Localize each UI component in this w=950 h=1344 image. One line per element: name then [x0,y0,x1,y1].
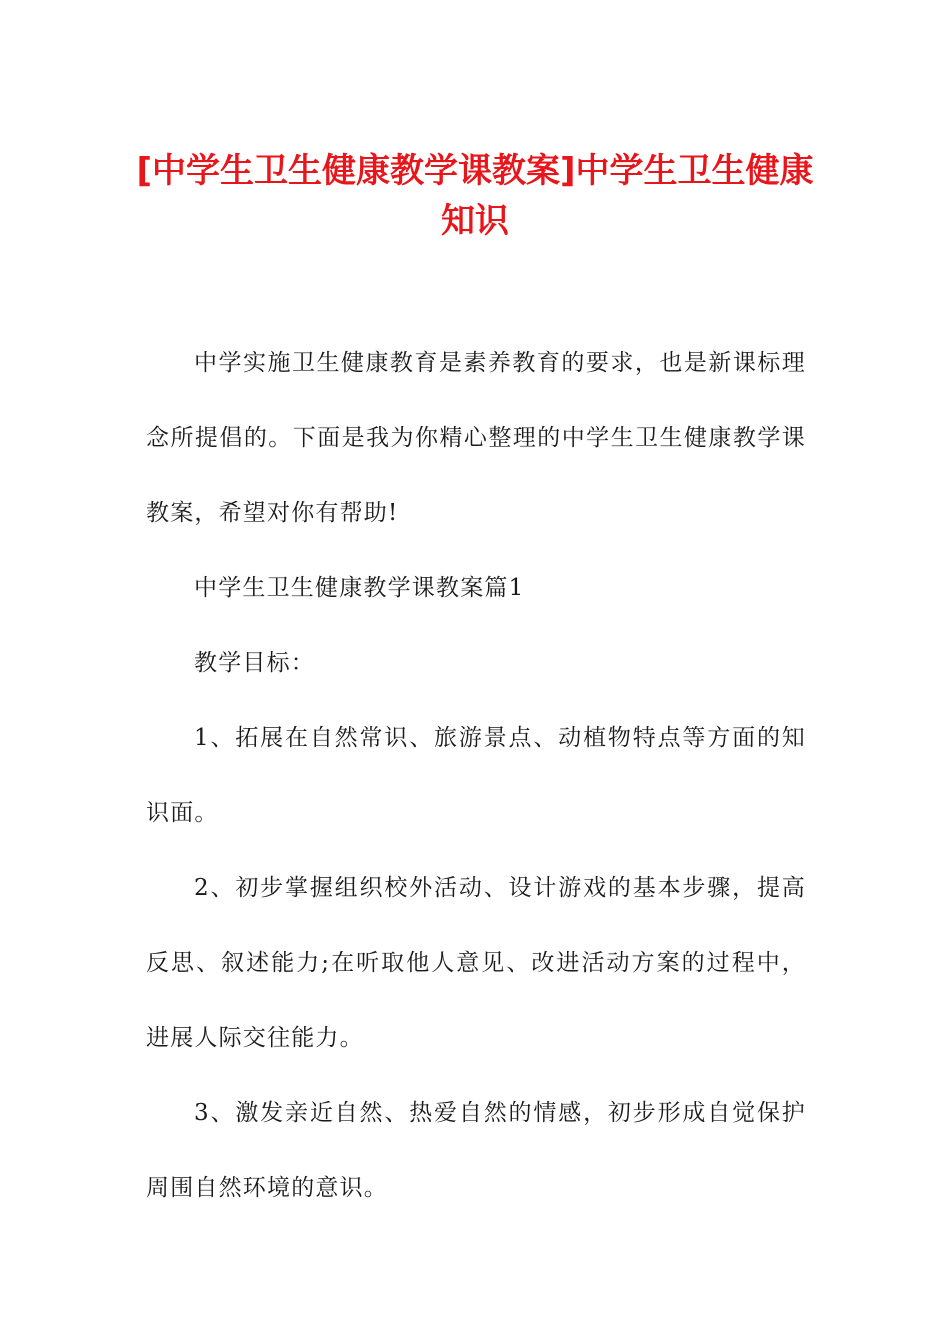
objective-item-2: 2、初步掌握组织校外活动、设计游戏的基本步骤，提高反思、叙述能力;在听取他人意见、改进活动方案的过程中，进展人际交往能力。 [146,875,806,1051]
document-title: [中学生卫生健康教学课教案]中学生卫生健康知识 [136,151,814,241]
document-body [146,326,806,1226]
objective-item-1: 1、拓展在自然常识、旅游景点、动植物特点等方面的知识面。 [146,725,806,826]
section-heading: 中学生卫生健康教学课教案篇1 [194,575,525,601]
objective-item-3: 3、激发亲近自然、热爱自然的情感，初步形成自觉保护周围自然环境的意识。 [146,1100,806,1201]
objectives-heading: 教学目标： [194,650,315,676]
intro-paragraph: 中学实施卫生健康教育是素养教育的要求，也是新课标理念所提倡的。下面是我为你精心整理的中学生卫生健康教学课教案，希望对你有帮助! [146,350,806,526]
